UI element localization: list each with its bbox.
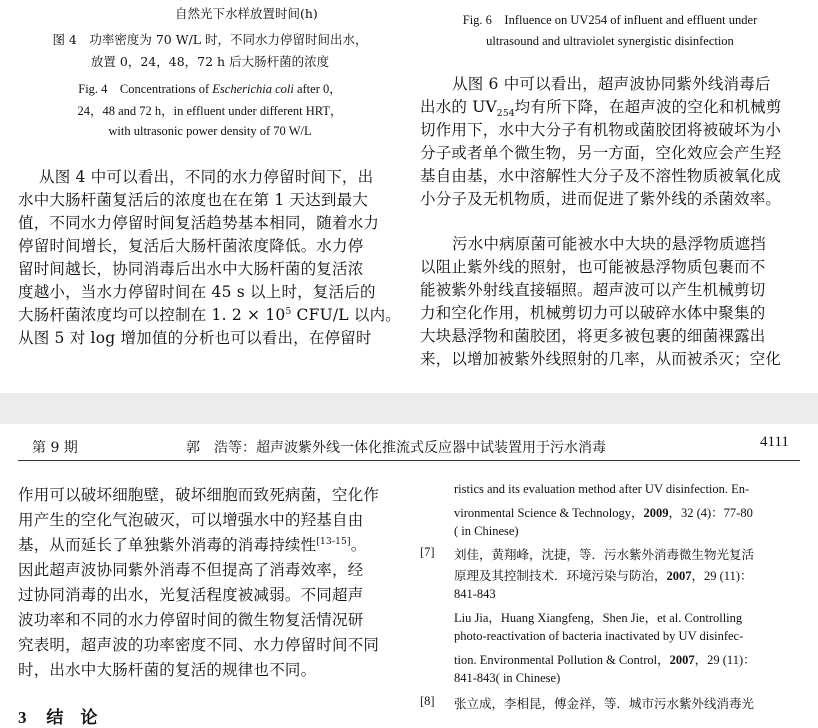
reference-number: [7] [420,545,435,559]
caption-line: Fig. 6 Influence on UV254 of influent and effluent under [462,13,758,27]
reference-line: ristics and its evaluation method after UV disinfection. En- [454,482,750,496]
text-line: 从图 4 中可以看出，不同的水力停留时间下，出 [39,168,374,186]
citation-ref: [13-15] [316,536,351,547]
reference-line: Liu Jia，Huang Xiangfeng，Shen Jie，et al. Controlling [454,611,743,625]
text-line: 从图 5 对 log 增加值的分析也可以看出，在停留时 [18,329,372,347]
text-fragment: 。 [350,536,367,554]
reference-line [454,650,756,668]
reference-line: 张立成，李相昆，傅金祥，等．城市污水紫外线消毒光 [454,697,755,711]
caption-line: 图 4 功率密度为 70 W/L 时，不同水力停留时间出水， [52,32,368,47]
caption-text: Fig. 4 Concentrations of [78,82,213,96]
caption-line [30,79,390,97]
references-list [420,482,810,722]
text-line: 用产生的空化气泡破灭，可以增强水中的羟基自由 [18,511,364,529]
reference-line: 841-843( in Chinese) [454,671,561,685]
left-column-paragraph [18,165,404,385]
text-line: 小分子及无机物质，进而促进了紫外线的杀菌效率。 [420,190,782,208]
text-line: 因此超声波协同紫外消毒不但提高了消毒效率，经 [18,561,364,579]
text-line: 力和空化作用，机械剪切力可以破碎水体中聚集的 [420,304,766,322]
caption-line: 24，48 and 72 h，in effluent under different HRT， [77,104,343,118]
exponent: 5 [285,306,292,317]
text-line: 分子或者单个微生物，另一方面，空化效应会产生羟 [420,144,782,162]
reference-text: tion. Environmental Pollution & Control， [454,653,670,667]
text-fragment: CFU/L 以内。 [291,306,401,324]
reference-text: ，32 (4)：77-80 [668,506,753,520]
reference-line: 刘佳，黄翔峰，沈捷，等．污水紫外消毒微生物光复活 [454,548,755,562]
text-line: 大块悬浮物和菌胶团，将更多被包裹的细菌裸露出 [420,327,766,345]
text-line: 以阻止紫外线的照射，也可能被悬浮物质包裹而不 [420,258,766,276]
reference-year: 2007 [669,653,695,667]
reference-text: ，29 (11)： [694,653,756,667]
text-line: 切作用下，水中大分子有机物或菌胶团将被破坏为小 [420,121,782,139]
text-line [18,533,366,555]
text-fragment: 基，从而延长了单独紫外消毒的消毒持续性 [18,536,317,554]
page-number: 4111 [760,434,789,450]
caption-line: ultrasound and ultraviolet synergistic disinfection [486,34,734,48]
text-line [420,95,782,119]
figure4-axis-label: 自然光下水样放置时间(h) [175,6,318,21]
text-fragment: 出水的 UV [420,98,497,116]
caption-line: with ultrasonic power density of 70 W/L [108,124,312,138]
reference-text: vironmental Science & Technology， [454,506,644,520]
text-line: 度越小，当水力停留时间在 45 s 以上时，复活后的 [18,283,376,301]
bottom-left-paragraph [18,483,404,693]
text-fragment: 大肠杆菌浓度均可以控制在 1. 2 × 10 [18,306,286,324]
text-fragment: 均有所下降，在超声波的空化和机械剪 [514,98,782,116]
reference-line: ( in Chinese) [454,524,519,538]
text-line: 留时间越长，协同消毒后出水中大肠杆菌的复活浓 [18,260,364,278]
text-line: 来，以增加被紫外线照射的几率，从而被杀灭；空化 [420,350,782,368]
text-line: 停留时间增长，复活后大肠杆菌浓度降低。水力停 [18,237,364,255]
header-rule [18,460,800,461]
text-line: 水中大肠杆菌复活后的浓度也在在第 1 天达到最大 [18,191,369,209]
text-line [18,303,401,325]
page-break-gap [0,393,818,424]
caption-text: after 0， [293,82,342,96]
reference-line: 841-843 [454,587,496,601]
subscript: 254 [496,109,515,120]
reference-line: photo-reactivation of bacteria inactivated by UV disinfec- [454,629,744,643]
text-line: 波功率和不同的水力停留时间的微生物复活情况研 [18,611,364,629]
text-line: 污水中病原菌可能被水中大块的悬浮物质遮挡 [452,235,767,253]
running-header-title: 郭 浩等：超声波紫外线一体化推流式反应器中试装置用于污水消毒 [186,440,606,456]
text-line: 时，出水中大肠杆菌的复活的规律也不同。 [18,661,317,679]
text-line: 能被紫外射线直接辐照。超声波可以产生机械剪切 [420,281,766,299]
reference-year: 2009 [643,506,669,520]
text-line: 作用可以破坏细胞壁，破坏细胞而致死病菌，空化作 [18,486,380,504]
section-heading [18,703,97,728]
reference-year: 2007 [666,569,692,583]
reference-text: 原理及其控制技术．环境污染与防治， [454,569,667,583]
caption-line: 放置 0，24，48，72 h 后大肠杆菌的浓度 [90,54,330,69]
reference-line [454,503,753,521]
right-column-paragraph-2 [420,232,806,382]
section-title: 结 论 [46,708,98,728]
running-header-issue: 第 9 期 [32,440,78,456]
species-name: Escherichia coli [212,82,294,96]
section-number: 3 [18,708,27,727]
text-line: 基自由基，水中溶解性大分子及不溶性物质被氧化成 [420,167,782,185]
reference-text: ，29 (11)： [691,569,753,583]
reference-line [454,566,753,584]
text-line: 值，不同水力停留时间复活趋势基本相同，随着水力 [18,214,380,232]
text-line: 究表明，超声波的功率密度不同、水力停留时间不同 [18,636,380,654]
text-line: 从图 6 中可以看出，超声波协同紫外线消毒后 [452,75,771,93]
text-line: 过协同消毒的出水，光复活程度被减弱。不同超声 [18,586,364,604]
reference-number: [8] [420,694,435,708]
right-column-paragraph-1 [420,72,806,222]
